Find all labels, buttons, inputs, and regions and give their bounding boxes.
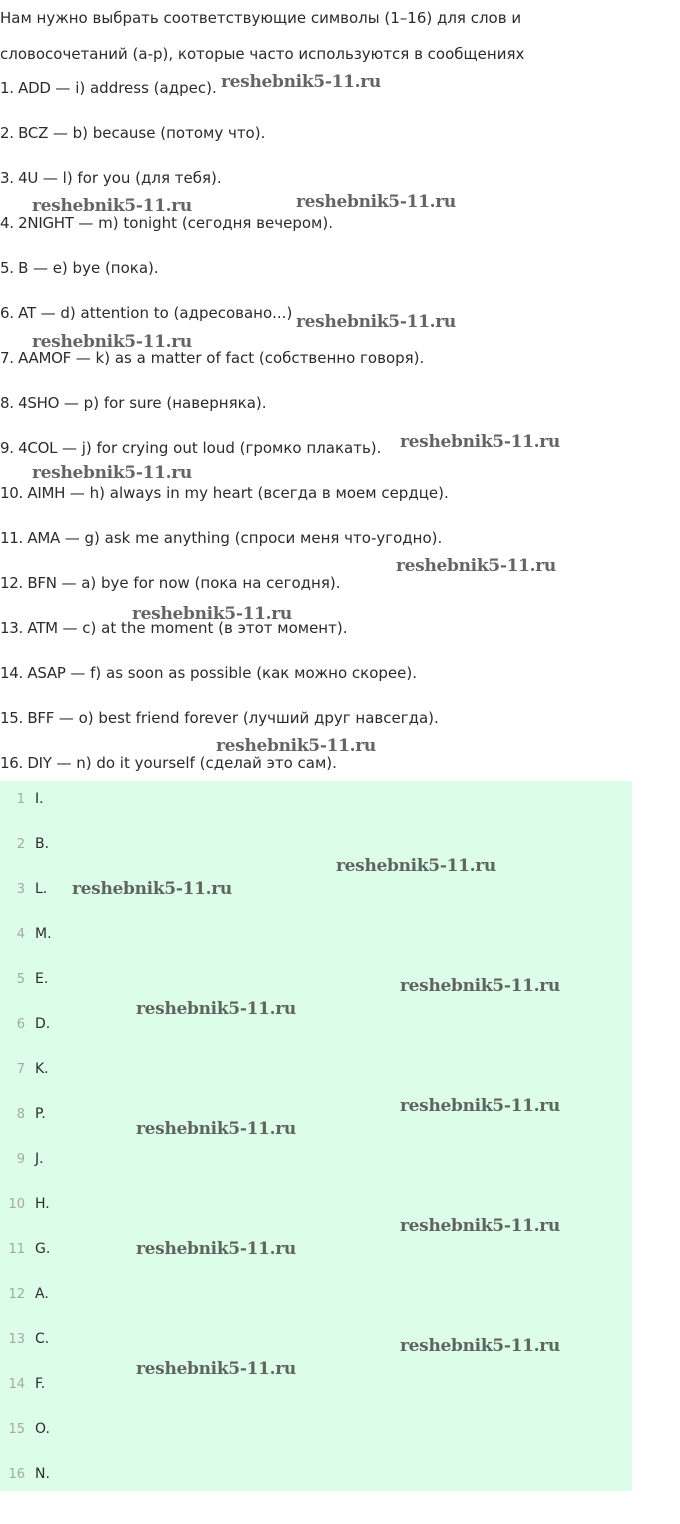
answer-line-number: 10 [8,1197,25,1212]
abbreviation-code: 7. AAMOF [0,349,71,367]
answer-line-number: 6 [16,1017,25,1032]
answer-value: D. [35,1016,51,1032]
abbreviation-item [0,117,640,162]
abbreviation-meaning: — b) because (потому что). [48,124,266,142]
task-description [0,0,640,72]
answer-row [0,1456,632,1501]
answer-row [0,1141,632,1186]
answer-value: I. [35,791,44,807]
answer-value: F. [35,1376,46,1392]
abbreviation-code: 6. AT [0,304,36,322]
abbreviation-meaning: — p) for sure (наверняка). [59,394,267,412]
abbreviation-meaning: — c) at the moment (в этот момент). [57,619,348,637]
answer-line-number: 11 [8,1242,25,1257]
abbreviation-code: 1. ADD [0,79,51,97]
answer-value: E. [35,971,49,987]
watermark: reshebnik5-11.ru [216,736,376,756]
watermark: reshebnik5-11.ru [400,1336,560,1356]
abbreviation-code: 14. ASAP [0,664,66,682]
answer-line-number: 13 [8,1332,25,1347]
answer-row [0,1411,632,1456]
abbreviation-meaning: — l) for you (для тебя). [38,169,222,187]
abbreviation-meaning: — m) tonight (сегодня вечером). [73,214,333,232]
abbreviation-meaning: — d) attention to (адресовано...) [35,304,293,322]
abbreviation-meaning: — f) as soon as possible (как можно скорее). [65,664,417,682]
answer-line-number: 4 [16,927,25,942]
abbreviation-meaning: — e) bye (пока). [28,259,159,277]
answer-value: G. [35,1241,51,1257]
abbreviation-meaning: — a) bye for now (пока на сегодня). [56,574,341,592]
answer-value: L. [35,881,48,897]
answer-value: P. [35,1106,46,1122]
answer-value: C. [35,1331,50,1347]
watermark: reshebnik5-11.ru [396,556,556,576]
abbreviation-code: 10. AIMH [0,484,66,502]
watermark: reshebnik5-11.ru [296,312,456,332]
abbreviation-code: 8. 4SHO [0,394,60,412]
answer-value: M. [35,926,52,942]
watermark: reshebnik5-11.ru [336,856,496,876]
watermark: reshebnik5-11.ru [136,1239,296,1259]
answer-row [0,1231,632,1276]
answer-line-number: 3 [16,882,25,897]
abbreviation-code: 9. 4COL [0,439,58,457]
answer-line-number: 1 [16,792,25,807]
abbreviation-code: 4. 2NIGHT [0,214,74,232]
answer-line-number: 5 [16,972,25,987]
answer-row [0,1366,632,1411]
abbreviation-code: 16. DIY [0,754,52,772]
answer-line-number: 9 [16,1152,25,1167]
answer-value: B. [35,836,50,852]
answer-line-number: 7 [16,1062,25,1077]
abbreviation-code: 11. AMA [0,529,60,547]
watermark: reshebnik5-11.ru [400,1096,560,1116]
abbreviation-code: 3. 4U [0,169,39,187]
answer-row [0,1051,632,1096]
answer-value: H. [35,1196,50,1212]
abbreviation-code: 12. BFN [0,574,57,592]
task-description-line: Нам нужно выбрать соответствующие символы (1–16) для слов и [0,9,522,27]
abbreviation-item [0,612,640,657]
watermark: reshebnik5-11.ru [296,192,456,212]
watermark: reshebnik5-11.ru [72,879,232,899]
answer-value: K. [35,1061,49,1077]
abbreviation-code: 2. BCZ [0,124,49,142]
answer-line-number: 16 [8,1467,25,1482]
abbreviation-meaning: — i) address (адрес). [50,79,217,97]
watermark: reshebnik5-11.ru [400,976,560,996]
abbreviation-code: 15. BFF [0,709,55,727]
watermark: reshebnik5-11.ru [136,1359,296,1379]
answer-line-number: 14 [8,1377,25,1392]
answer-line-number: 8 [16,1107,25,1122]
answer-row [0,826,632,871]
watermark: reshebnik5-11.ru [221,72,381,92]
abbreviation-item [0,657,640,702]
watermark: reshebnik5-11.ru [32,463,192,483]
watermark: reshebnik5-11.ru [136,1119,296,1139]
answer-row [0,1276,632,1321]
abbreviation-meaning: — g) ask me anything (спроси меня что-угодно). [60,529,443,547]
abbreviation-meaning: — j) for crying out loud (громко плакать). [57,439,382,457]
abbreviation-item [0,252,640,297]
answer-line-number: 2 [16,837,25,852]
answer-row [0,781,632,826]
watermark: reshebnik5-11.ru [136,999,296,1019]
watermark: reshebnik5-11.ru [400,432,560,452]
answer-value: N. [35,1466,50,1482]
abbreviation-meaning: — h) always in my heart (всегда в моем сердце). [65,484,449,502]
watermark: reshebnik5-11.ru [32,332,192,352]
watermark: reshebnik5-11.ru [32,196,192,216]
watermark: reshebnik5-11.ru [132,604,292,624]
answer-value: J. [35,1151,44,1167]
answer-line-number: 12 [8,1287,25,1302]
abbreviation-meaning: — k) as a matter of fact (собственно говоря). [71,349,425,367]
abbreviation-meaning: — n) do it yourself (сделай это сам). [51,754,337,772]
answer-row [0,916,632,961]
abbreviation-meaning: — o) best friend forever (лучший друг навсегда). [54,709,439,727]
answer-line-number: 15 [8,1422,25,1437]
answer-value: O. [35,1421,50,1437]
abbreviation-item [0,477,640,522]
answer-row [0,1006,632,1051]
answer-value: A. [35,1286,49,1302]
abbreviation-code: 13. ATM [0,619,58,637]
abbreviation-item [0,387,640,432]
task-description-line: словосочетаний (a-p), которые часто используются в сообщениях [0,45,525,63]
watermark: reshebnik5-11.ru [400,1216,560,1236]
abbreviation-code: 5. B [0,259,29,277]
